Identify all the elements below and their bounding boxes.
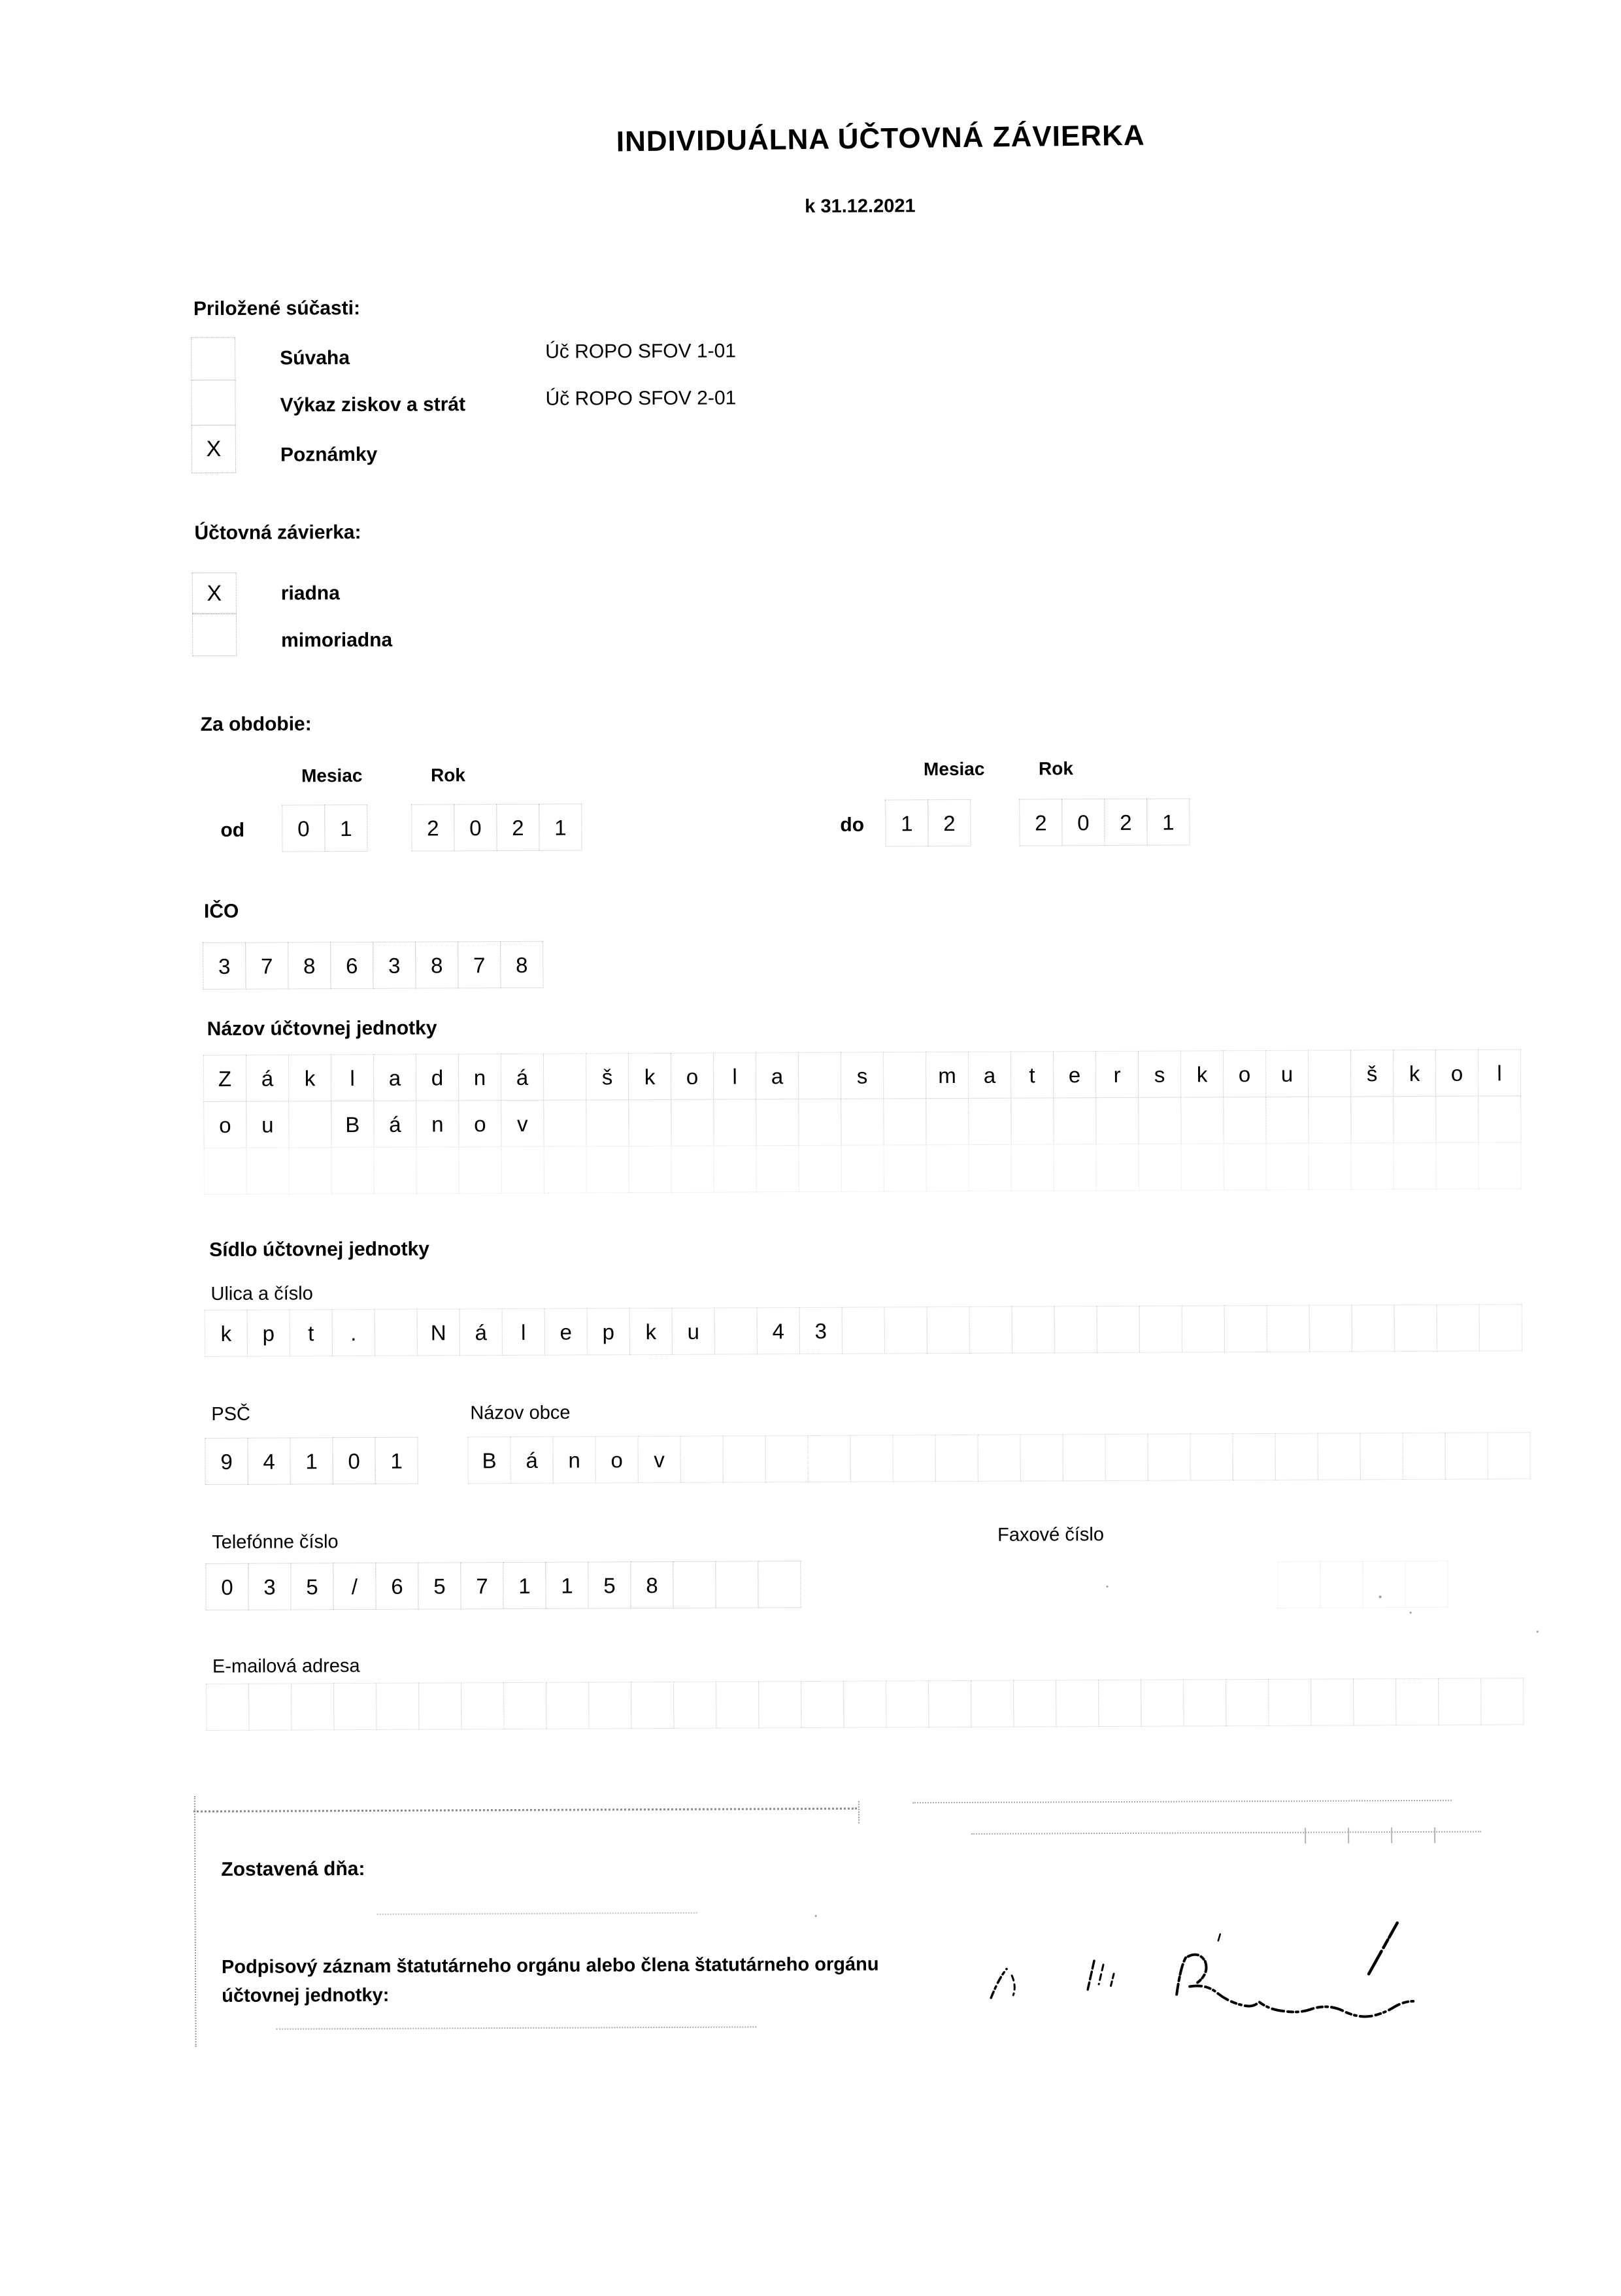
- char-cell[interactable]: [1139, 1144, 1182, 1191]
- char-cell[interactable]: [1182, 1305, 1225, 1352]
- char-cell[interactable]: s: [841, 1052, 884, 1099]
- char-cell[interactable]: [673, 1561, 716, 1608]
- char-cell[interactable]: B: [467, 1437, 510, 1484]
- char-cell[interactable]: [1275, 1433, 1318, 1480]
- char-cell[interactable]: [716, 1681, 759, 1728]
- char-cell[interactable]: [1362, 1561, 1405, 1608]
- char-cell[interactable]: [1309, 1305, 1352, 1352]
- char-cell[interactable]: 2: [496, 804, 539, 851]
- email-label: E-mailová adresa: [212, 1655, 360, 1678]
- char-cell[interactable]: p: [587, 1308, 630, 1355]
- char-cell[interactable]: [926, 1098, 969, 1145]
- label-riadna: riadna: [280, 582, 340, 605]
- char-cell[interactable]: [1224, 1143, 1267, 1190]
- char-cell[interactable]: [1487, 1432, 1530, 1479]
- char-cell[interactable]: [1053, 1097, 1096, 1144]
- char-cell[interactable]: [1480, 1678, 1524, 1725]
- char-cell[interactable]: [1223, 1097, 1266, 1144]
- char-cell[interactable]: [1479, 1142, 1522, 1189]
- char-cell[interactable]: [671, 1146, 714, 1193]
- char-cell[interactable]: 0: [454, 804, 497, 851]
- box-remnant: [1434, 1827, 1435, 1843]
- period-heading: Za obdobie:: [200, 713, 312, 736]
- char-cell[interactable]: [1394, 1305, 1437, 1352]
- char-cell[interactable]: [801, 1681, 844, 1728]
- char-cell[interactable]: [968, 1098, 1011, 1145]
- scan-speck: [1106, 1586, 1108, 1588]
- char-cell[interactable]: [714, 1307, 758, 1354]
- char-cell[interactable]: [333, 1683, 376, 1730]
- char-cell[interactable]: á: [246, 1054, 289, 1101]
- char-cell[interactable]: [927, 1306, 970, 1354]
- char-cell[interactable]: [969, 1306, 1012, 1354]
- char-cell[interactable]: 2: [1104, 799, 1147, 846]
- char-cell[interactable]: 7: [458, 941, 501, 988]
- scan-speck: [1537, 1631, 1539, 1633]
- char-cell[interactable]: 1: [324, 805, 367, 852]
- from-label: od: [220, 819, 245, 841]
- char-cell[interactable]: [928, 1680, 971, 1727]
- char-cell[interactable]: [758, 1681, 801, 1728]
- char-cell[interactable]: [1226, 1679, 1269, 1726]
- ico-grid: [203, 941, 543, 990]
- char-cell[interactable]: r: [1095, 1051, 1139, 1098]
- char-cell[interactable]: [1311, 1678, 1354, 1725]
- char-cell[interactable]: [1095, 1097, 1139, 1144]
- char-cell[interactable]: u: [246, 1101, 289, 1148]
- char-cell[interactable]: [926, 1144, 969, 1191]
- char-cell[interactable]: 1: [1146, 798, 1190, 845]
- compiled-date-label: Zostavená dňa:: [221, 1857, 365, 1880]
- char-cell[interactable]: [1105, 1434, 1148, 1481]
- signature-statement-line2: účtovnej jednotky:: [222, 1984, 390, 2006]
- checkbox-mimoriadna[interactable]: [192, 613, 237, 656]
- city-label: Názov obce: [470, 1402, 571, 1424]
- ico-label: IČO: [203, 900, 239, 923]
- checkbox-riadna[interactable]: X: [192, 573, 237, 614]
- char-cell[interactable]: 8: [630, 1561, 673, 1608]
- char-cell[interactable]: [1317, 1433, 1360, 1480]
- char-cell[interactable]: [1097, 1306, 1140, 1353]
- char-cell[interactable]: 2: [1019, 799, 1062, 846]
- char-cell[interactable]: [714, 1145, 757, 1192]
- char-cell[interactable]: [841, 1145, 884, 1192]
- char-cell[interactable]: [1405, 1561, 1448, 1608]
- char-cell[interactable]: [1402, 1433, 1445, 1480]
- char-cell[interactable]: [1395, 1678, 1439, 1725]
- char-cell[interactable]: [1350, 1096, 1394, 1143]
- char-cell[interactable]: [1139, 1306, 1182, 1353]
- checkbox-suvaha[interactable]: [191, 337, 235, 380]
- char-cell[interactable]: 7: [245, 942, 288, 989]
- char-cell[interactable]: l: [1478, 1049, 1521, 1096]
- fax-label: Faxové číslo: [997, 1524, 1104, 1546]
- char-cell[interactable]: [416, 1146, 460, 1193]
- char-cell[interactable]: [291, 1683, 334, 1730]
- char-cell[interactable]: [629, 1146, 672, 1193]
- checkbox-vykaz[interactable]: [191, 380, 235, 425]
- attachments-checkbox-column: [191, 337, 236, 473]
- phone-grid: [205, 1561, 801, 1610]
- label-vykaz: Výkaz ziskov a strát: [280, 393, 466, 416]
- from-year-label: Rok: [430, 765, 466, 786]
- char-cell[interactable]: 3: [799, 1307, 843, 1354]
- char-cell[interactable]: [1224, 1305, 1267, 1352]
- char-cell[interactable]: š: [1350, 1050, 1394, 1097]
- char-cell[interactable]: [1190, 1433, 1233, 1480]
- char-cell[interactable]: 2: [411, 804, 454, 851]
- char-cell[interactable]: p: [247, 1309, 290, 1356]
- zip-label: PSČ: [211, 1403, 251, 1425]
- char-cell[interactable]: [204, 1148, 247, 1195]
- char-cell[interactable]: a: [373, 1054, 416, 1101]
- char-cell[interactable]: [1012, 1306, 1055, 1353]
- char-cell[interactable]: [1098, 1680, 1141, 1727]
- char-cell[interactable]: 0: [282, 805, 325, 852]
- char-cell[interactable]: B: [331, 1101, 374, 1148]
- char-cell[interactable]: [418, 1682, 461, 1729]
- char-cell[interactable]: d: [416, 1054, 459, 1101]
- signature-image: [981, 1874, 1439, 2033]
- char-cell[interactable]: 0: [332, 1437, 375, 1484]
- char-cell[interactable]: [799, 1145, 842, 1192]
- char-cell[interactable]: [850, 1435, 893, 1482]
- char-cell[interactable]: [1141, 1680, 1184, 1727]
- char-cell[interactable]: e: [1053, 1051, 1096, 1098]
- label-suvaha: Súvaha: [280, 347, 350, 369]
- char-cell[interactable]: [289, 1147, 332, 1194]
- char-cell[interactable]: m: [926, 1052, 969, 1099]
- char-cell[interactable]: [543, 1099, 586, 1146]
- code-suvaha: Úč ROPO SFOV 1-01: [545, 340, 737, 363]
- char-cell[interactable]: l: [331, 1054, 374, 1101]
- char-cell[interactable]: l: [502, 1308, 545, 1356]
- char-cell[interactable]: a: [968, 1052, 1011, 1099]
- char-cell[interactable]: [935, 1435, 978, 1482]
- char-cell[interactable]: [977, 1435, 1020, 1482]
- char-cell[interactable]: [892, 1435, 935, 1482]
- char-cell[interactable]: k: [1393, 1050, 1436, 1097]
- char-cell[interactable]: [884, 1144, 927, 1191]
- char-cell[interactable]: á: [501, 1054, 544, 1101]
- char-cell[interactable]: 9: [205, 1438, 248, 1485]
- char-cell[interactable]: k: [1180, 1050, 1224, 1097]
- char-cell[interactable]: [1478, 1095, 1521, 1142]
- char-cell[interactable]: [1308, 1050, 1351, 1097]
- char-cell[interactable]: o: [458, 1100, 501, 1147]
- char-cell[interactable]: [1267, 1305, 1310, 1352]
- char-cell[interactable]: [1393, 1096, 1436, 1143]
- char-cell[interactable]: [588, 1682, 631, 1729]
- char-cell[interactable]: [1438, 1678, 1481, 1725]
- address-heading: Sídlo účtovnej jednotky: [209, 1238, 430, 1261]
- char-cell[interactable]: [722, 1435, 765, 1482]
- char-cell[interactable]: [798, 1052, 841, 1099]
- char-cell[interactable]: [1308, 1096, 1351, 1143]
- divider-line: [912, 1800, 1452, 1804]
- char-cell[interactable]: 3: [248, 1563, 291, 1610]
- char-cell[interactable]: [1180, 1097, 1224, 1144]
- char-cell[interactable]: 8: [500, 941, 543, 988]
- box-remnant: [1391, 1827, 1392, 1843]
- entity-name-label: Názov účtovnej jednotky: [207, 1017, 437, 1040]
- divider-line: [276, 2026, 756, 2029]
- char-cell[interactable]: á: [510, 1437, 553, 1484]
- char-cell[interactable]: [1265, 1097, 1309, 1144]
- char-cell[interactable]: k: [628, 1053, 671, 1100]
- char-cell[interactable]: [331, 1147, 375, 1194]
- email-grid: [206, 1678, 1524, 1731]
- char-cell[interactable]: [1320, 1561, 1363, 1608]
- char-cell[interactable]: [671, 1099, 714, 1146]
- char-cell[interactable]: [1011, 1144, 1054, 1191]
- char-cell[interactable]: 6: [330, 942, 373, 989]
- signature-statement-line1: Podpisový záznam štatutárneho orgánu alebo člena štatutárneho orgánu: [221, 1954, 879, 1978]
- char-cell[interactable]: n: [458, 1054, 501, 1101]
- char-cell[interactable]: [884, 1306, 927, 1354]
- char-cell[interactable]: N: [417, 1308, 460, 1356]
- char-cell[interactable]: n: [552, 1436, 595, 1483]
- report-date: k 31.12.2021: [805, 195, 916, 218]
- char-cell[interactable]: 8: [288, 942, 331, 989]
- char-cell[interactable]: 8: [415, 941, 458, 988]
- char-cell[interactable]: [1011, 1097, 1054, 1144]
- char-cell[interactable]: [544, 1146, 587, 1193]
- char-cell[interactable]: [1054, 1306, 1097, 1353]
- char-cell[interactable]: o: [1435, 1050, 1479, 1097]
- char-cell[interactable]: 3: [203, 942, 246, 990]
- street-label: Ulica a číslo: [210, 1283, 313, 1305]
- char-cell[interactable]: [1020, 1434, 1063, 1481]
- char-cell[interactable]: 0: [1061, 799, 1105, 846]
- char-cell[interactable]: [756, 1145, 799, 1192]
- divider-line: [858, 1801, 860, 1823]
- char-cell[interactable]: n: [416, 1100, 459, 1147]
- char-cell[interactable]: k: [205, 1310, 248, 1357]
- char-cell[interactable]: l: [713, 1052, 756, 1099]
- char-cell[interactable]: u: [1265, 1050, 1309, 1097]
- char-cell[interactable]: 1: [290, 1437, 333, 1484]
- to-month-label: Mesiac: [923, 758, 985, 780]
- char-cell[interactable]: [375, 1309, 418, 1356]
- attachments-heading: Priložené súčasti:: [193, 297, 361, 320]
- char-cell[interactable]: [586, 1099, 629, 1146]
- char-cell[interactable]: [1232, 1433, 1275, 1480]
- char-cell[interactable]: [288, 1101, 331, 1148]
- char-cell[interactable]: [673, 1682, 716, 1729]
- char-cell[interactable]: u: [672, 1308, 715, 1355]
- box-remnant: [1348, 1827, 1349, 1843]
- char-cell[interactable]: v: [501, 1100, 544, 1147]
- char-cell[interactable]: [765, 1435, 808, 1482]
- char-cell[interactable]: 4: [247, 1437, 290, 1484]
- city-grid: [467, 1432, 1530, 1484]
- char-cell[interactable]: o: [1223, 1050, 1266, 1097]
- street-grid: [205, 1304, 1522, 1357]
- char-cell[interactable]: /: [333, 1563, 376, 1610]
- char-cell[interactable]: 1: [503, 1562, 546, 1609]
- char-cell[interactable]: [971, 1680, 1014, 1727]
- scan-speck: [1379, 1595, 1382, 1598]
- entity-name-row1-grid: [203, 1049, 1521, 1102]
- char-cell[interactable]: [841, 1099, 884, 1146]
- char-cell[interactable]: 2: [927, 799, 971, 846]
- label-mimoriadna: mimoriadna: [281, 629, 393, 652]
- char-cell[interactable]: 0: [205, 1563, 248, 1610]
- char-cell[interactable]: [546, 1682, 589, 1729]
- char-cell[interactable]: [1309, 1142, 1352, 1190]
- from-year-grid: [411, 804, 582, 852]
- char-cell[interactable]: [501, 1146, 544, 1193]
- char-cell[interactable]: [503, 1682, 546, 1729]
- char-cell[interactable]: 6: [375, 1563, 418, 1610]
- char-cell[interactable]: [1056, 1680, 1099, 1727]
- char-cell[interactable]: [1268, 1679, 1311, 1726]
- char-cell[interactable]: [374, 1147, 417, 1194]
- char-cell[interactable]: [1436, 1142, 1479, 1190]
- char-cell[interactable]: 5: [290, 1563, 333, 1610]
- char-cell[interactable]: 1: [375, 1437, 418, 1484]
- box-remnant: [1305, 1828, 1306, 1844]
- char-cell[interactable]: k: [288, 1054, 331, 1101]
- from-month-grid: [282, 805, 367, 852]
- char-cell[interactable]: [631, 1682, 674, 1729]
- char-cell[interactable]: [1181, 1143, 1224, 1190]
- char-cell[interactable]: s: [1138, 1051, 1181, 1098]
- char-cell[interactable]: š: [586, 1053, 629, 1100]
- char-cell[interactable]: [246, 1147, 290, 1194]
- char-cell[interactable]: [1138, 1097, 1181, 1144]
- char-cell[interactable]: [1353, 1678, 1396, 1725]
- scan-speck: [815, 1915, 817, 1917]
- char-cell[interactable]: [376, 1683, 419, 1730]
- char-cell[interactable]: [680, 1436, 723, 1483]
- char-cell[interactable]: [969, 1144, 1012, 1191]
- divider-line: [193, 1808, 857, 1812]
- label-poznamky: Poznámky: [280, 443, 378, 466]
- phone-label: Telefónne číslo: [212, 1531, 339, 1554]
- char-cell[interactable]: [1351, 1142, 1394, 1190]
- divider-line: [194, 1796, 197, 2047]
- char-cell[interactable]: [1435, 1096, 1479, 1143]
- char-cell[interactable]: [1479, 1304, 1522, 1351]
- char-cell[interactable]: [798, 1099, 841, 1146]
- divider-line: [377, 1912, 697, 1915]
- char-cell[interactable]: 3: [373, 942, 416, 989]
- entity-name-row3-grid: [204, 1142, 1522, 1195]
- char-cell[interactable]: [248, 1683, 292, 1730]
- char-cell[interactable]: [842, 1307, 885, 1354]
- page-title: INDIVIDUÁLNA ÚČTOVNÁ ZÁVIERKA: [616, 119, 1145, 158]
- char-cell[interactable]: [1013, 1680, 1056, 1727]
- char-cell[interactable]: t: [1011, 1051, 1054, 1098]
- char-cell[interactable]: [1360, 1433, 1403, 1480]
- checkbox-poznamky[interactable]: X: [192, 425, 236, 473]
- char-cell[interactable]: [1437, 1305, 1480, 1352]
- to-label: do: [840, 814, 865, 836]
- char-cell[interactable]: [756, 1099, 799, 1146]
- char-cell[interactable]: o: [203, 1101, 246, 1148]
- char-cell[interactable]: e: [544, 1308, 588, 1355]
- char-cell[interactable]: á: [373, 1101, 416, 1148]
- to-year-grid: [1019, 798, 1190, 846]
- from-month-label: Mesiac: [301, 765, 363, 786]
- char-cell[interactable]: [807, 1435, 850, 1482]
- char-cell[interactable]: [1062, 1434, 1105, 1481]
- char-cell[interactable]: 1: [885, 799, 928, 846]
- entity-name-row2-grid: [203, 1095, 1521, 1148]
- char-cell[interactable]: [758, 1561, 801, 1608]
- char-cell[interactable]: [1266, 1143, 1309, 1190]
- char-cell[interactable]: [459, 1146, 502, 1193]
- char-cell[interactable]: 7: [460, 1562, 503, 1609]
- char-cell[interactable]: [715, 1561, 758, 1608]
- char-cell[interactable]: [543, 1053, 586, 1100]
- char-cell[interactable]: 4: [757, 1307, 800, 1354]
- char-cell[interactable]: [1147, 1433, 1190, 1480]
- char-cell[interactable]: [883, 1098, 926, 1145]
- closing-type-heading: Účtovná závierka:: [194, 521, 361, 544]
- char-cell[interactable]: t: [290, 1309, 333, 1356]
- to-year-label: Rok: [1038, 758, 1073, 779]
- zip-grid: [205, 1437, 418, 1485]
- char-cell[interactable]: [843, 1681, 886, 1728]
- char-cell[interactable]: 5: [588, 1561, 631, 1608]
- char-cell[interactable]: [1054, 1144, 1097, 1191]
- char-cell[interactable]: o: [595, 1436, 638, 1483]
- char-cell[interactable]: o: [671, 1053, 714, 1100]
- to-month-grid: [885, 799, 971, 847]
- char-cell[interactable]: k: [629, 1308, 673, 1355]
- char-cell[interactable]: [1277, 1561, 1320, 1608]
- char-cell[interactable]: v: [637, 1436, 680, 1483]
- char-cell[interactable]: á: [460, 1308, 503, 1356]
- char-cell[interactable]: [1394, 1142, 1437, 1190]
- char-cell[interactable]: [1096, 1144, 1139, 1191]
- char-cell[interactable]: [886, 1680, 929, 1727]
- char-cell[interactable]: [206, 1684, 249, 1731]
- char-cell[interactable]: [1352, 1305, 1395, 1352]
- char-cell[interactable]: Z: [203, 1055, 246, 1102]
- code-vykaz: Úč ROPO SFOV 2-01: [545, 387, 737, 410]
- char-cell[interactable]: [461, 1682, 504, 1729]
- char-cell[interactable]: 1: [539, 804, 582, 851]
- char-cell[interactable]: 1: [545, 1561, 588, 1608]
- char-cell[interactable]: [628, 1099, 671, 1146]
- char-cell[interactable]: a: [756, 1052, 799, 1099]
- fax-grid: [1277, 1561, 1448, 1608]
- char-cell[interactable]: [1445, 1432, 1488, 1479]
- char-cell[interactable]: 5: [418, 1562, 461, 1609]
- char-cell[interactable]: [586, 1146, 629, 1193]
- scan-speck: [1410, 1612, 1412, 1614]
- char-cell[interactable]: [1183, 1679, 1226, 1726]
- divider-line: [971, 1831, 1481, 1835]
- char-cell[interactable]: [883, 1052, 926, 1099]
- char-cell[interactable]: [713, 1099, 756, 1146]
- char-cell[interactable]: .: [332, 1309, 375, 1356]
